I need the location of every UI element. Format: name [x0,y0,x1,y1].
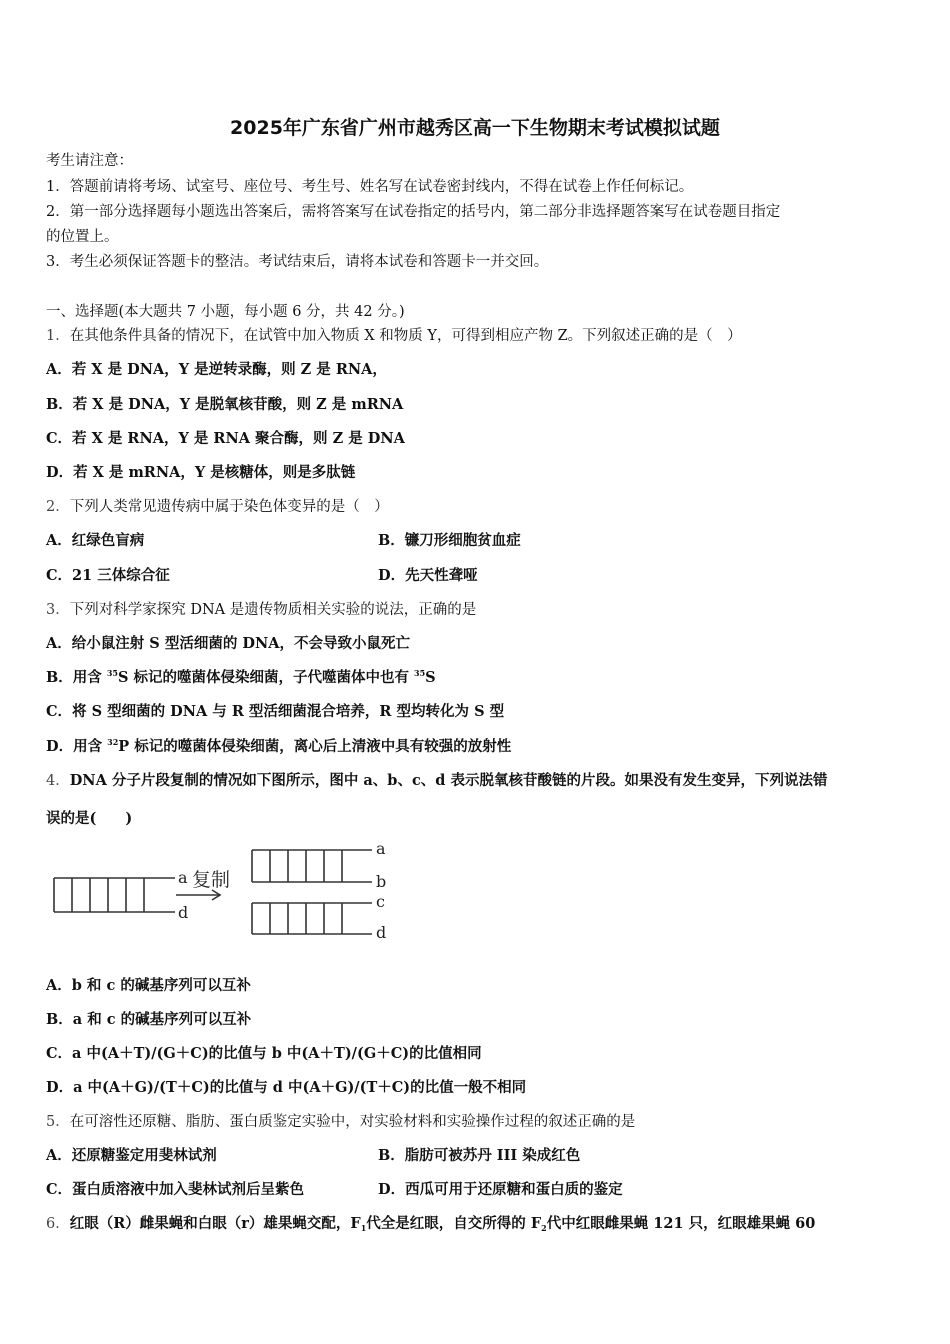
label-left-a: a [178,868,188,887]
option-5c: C．蛋白质溶液中加入斐林试剂后呈紫色 [46,1181,305,1198]
question-text: 在其他条件具备的情况下，在试管中加入物质 X 和物质 Y，可得到相应产物 Z。下列叙述正确的是（ ） [69,328,742,344]
option-2c: C．21 三体综合征 [46,567,170,584]
page-title: 2025年广东省广州市越秀区高一下生物期末考试模拟试题 [230,117,720,139]
option-3d: D．用含 $^{32}$P 标记的噬菌体侵染细菌，离心后上清液中具有较强的放射性 [46,737,512,755]
option-4c: C．a 中(A＋T)/(G＋C)的比值与 b 中(A＋T)/(G＋C)的比值相同 [46,1045,482,1062]
section-heading: 一、选择题(本大题共 7 小题，每小题 6 分，共 42 分。) [46,304,405,320]
question-text: 在可溶性还原糖、脂肪、蛋白质鉴定实验中，对实验材料和实验操作过程的叙述正确的是 [69,1114,636,1130]
question-text: 下列人类常见遗传病中属于染色体变异的是（ ） [69,499,389,515]
option-1a: A．若 X 是 DNA，Y 是逆转录酶，则 Z 是 RNA， [46,361,387,378]
notice-item: 3．考生必须保证答题卡的整洁。考试结束后，请将本试卷和答题卡一并交回。 [46,254,549,270]
notice-item: 的位置上。 [46,229,119,245]
option-3b: B．用含 $^{35}$S 标记的噬菌体侵染细菌，子代噬菌体中也有 $^{35}$S [46,668,436,686]
question-1 [46,326,742,346]
question-number: 5． [46,1114,70,1130]
question-6: 6．红眼（R）雌果蝇和白眼（r）雄果蝇交配，$F_1$代全是红眼，自交所得的 $F_2$代中红眼雌果蝇 121 只，红眼雄果蝇 60 [46,1215,816,1233]
notice-item: 1．答题前请将考场、试室号、座位号、考生号、姓名写在试卷密封线内，不得在试卷上作任何标记。 [46,179,694,195]
question-3 [46,600,476,620]
question-number: 4． [46,773,70,789]
question-number: 6． [46,1216,70,1232]
dna-replication-diagram [50,840,395,945]
question-text: 下列对科学家探究 DNA 是遗传物质相关实验的说法，正确的是 [69,602,477,618]
label-right-d: d [376,923,387,942]
option-5b: B．脂肪可被苏丹 III 染成红色 [378,1147,581,1164]
option-1d: D．若 X 是 mRNA，Y 是核糖体，则是多肽链 [46,464,356,481]
option-2b: B．镰刀形细胞贫血症 [378,532,521,549]
notice-heading: 考生请注意： [46,153,133,169]
question-4-cont: 误的是( ) [46,810,133,827]
option-2d: D．先天性聋哑 [378,567,478,584]
label-right-b: b [376,872,387,891]
label-right-a: a [376,840,386,858]
option-2a: A．红绿色盲病 [46,532,145,549]
question-2 [46,497,389,517]
notice-item: 2．第一部分选择题每小题选出答案后，需将答案写在试卷指定的括号内，第二部分非选择题答案写在试卷题目指定 [46,204,781,220]
question-5 [46,1112,635,1132]
option-4a: A．b 和 c 的碱基序列可以互补 [46,977,251,994]
option-4d: D．a 中(A＋G)/(T＋C)的比值与 d 中(A＋G)/(T＋C)的比值一般不相同 [46,1079,527,1096]
option-3c: C．将 S 型细菌的 DNA 与 R 型活细菌混合培养，R 型均转化为 S 型 [46,703,505,720]
option-1b: B．若 X 是 DNA，Y 是脱氧核苷酸，则 Z 是 mRNA [46,396,404,413]
label-left-d: d [178,903,189,922]
question-number: 3． [46,602,70,618]
option-3a: A．给小鼠注射 S 型活细菌的 DNA，不会导致小鼠死亡 [46,635,410,652]
label-right-c: c [376,892,385,911]
question-text: DNA 分子片段复制的情况如下图所示，图中 a、b、c、d 表示脱氧核苷酸链的片段。如果没有发生变异，下列说法错 [69,772,828,789]
option-5a: A．还原糖鉴定用斐林试剂 [46,1147,217,1164]
option-1c: C．若 X 是 RNA，Y 是 RNA 聚合酶，则 Z 是 DNA [46,430,405,447]
arrow-label: 复制 [192,869,231,891]
option-4b: B．a 和 c 的碱基序列可以互补 [46,1011,252,1028]
question-number: 1． [46,328,70,344]
question-number: 2． [46,499,70,515]
question-4 [46,771,827,791]
option-5d: D．西瓜可用于还原糖和蛋白质的鉴定 [378,1181,623,1198]
